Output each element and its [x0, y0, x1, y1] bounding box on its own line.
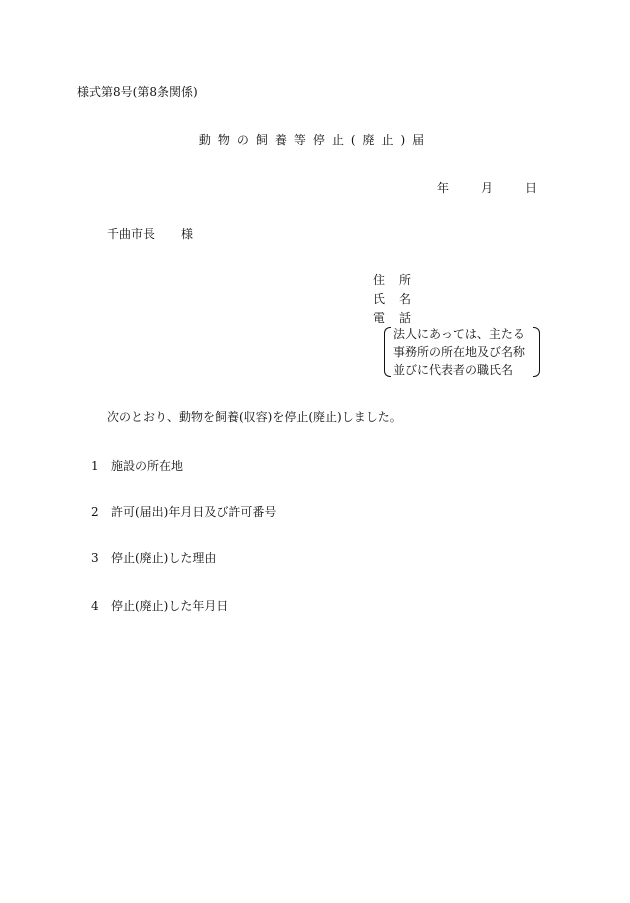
- corporate-note-text: [393, 325, 525, 379]
- item-label: 停止(廃止)した年月日: [111, 599, 229, 613]
- document-title: 動物の飼養等停止(廃止)届: [198, 133, 432, 147]
- item-number: 1: [91, 459, 99, 473]
- note-line: 並びに代表者の職氏名: [393, 363, 514, 377]
- date-line: [437, 179, 537, 196]
- corporate-note: [384, 325, 540, 377]
- item-label: 停止(廃止)した理由: [111, 551, 217, 565]
- date-day-label: 日: [525, 181, 538, 195]
- addressee-name: 千曲市長: [107, 227, 156, 241]
- statement-text: 次のとおり、動物を飼養(収容)を停止(廃止)しました。: [107, 410, 402, 424]
- item-number: 3: [91, 551, 99, 565]
- item-label: 許可(届出)年月日及び許可番号: [111, 505, 277, 519]
- applicant-address-label: 住所: [373, 273, 426, 287]
- left-bracket: [384, 327, 391, 377]
- item-label: 施設の所在地: [111, 459, 184, 473]
- date-year-label: 年: [437, 181, 450, 195]
- list-item: [91, 597, 228, 614]
- note-line: 事務所の所在地及び名称: [393, 345, 526, 359]
- right-bracket: [533, 327, 540, 377]
- item-number: 2: [91, 505, 99, 519]
- list-item: [91, 457, 183, 474]
- note-line: 法人にあっては、主たる: [393, 327, 525, 341]
- addressee: [107, 225, 193, 242]
- list-item: [91, 503, 276, 520]
- form-number: 様式第8号(第8条関係): [77, 85, 198, 99]
- applicant-name-label: 氏名: [373, 292, 426, 306]
- addressee-honorific: 様: [181, 227, 194, 241]
- item-number: 4: [91, 599, 99, 613]
- date-month-label: 月: [481, 181, 494, 195]
- list-item: [91, 549, 216, 566]
- applicant-phone-label: 電話: [373, 311, 426, 325]
